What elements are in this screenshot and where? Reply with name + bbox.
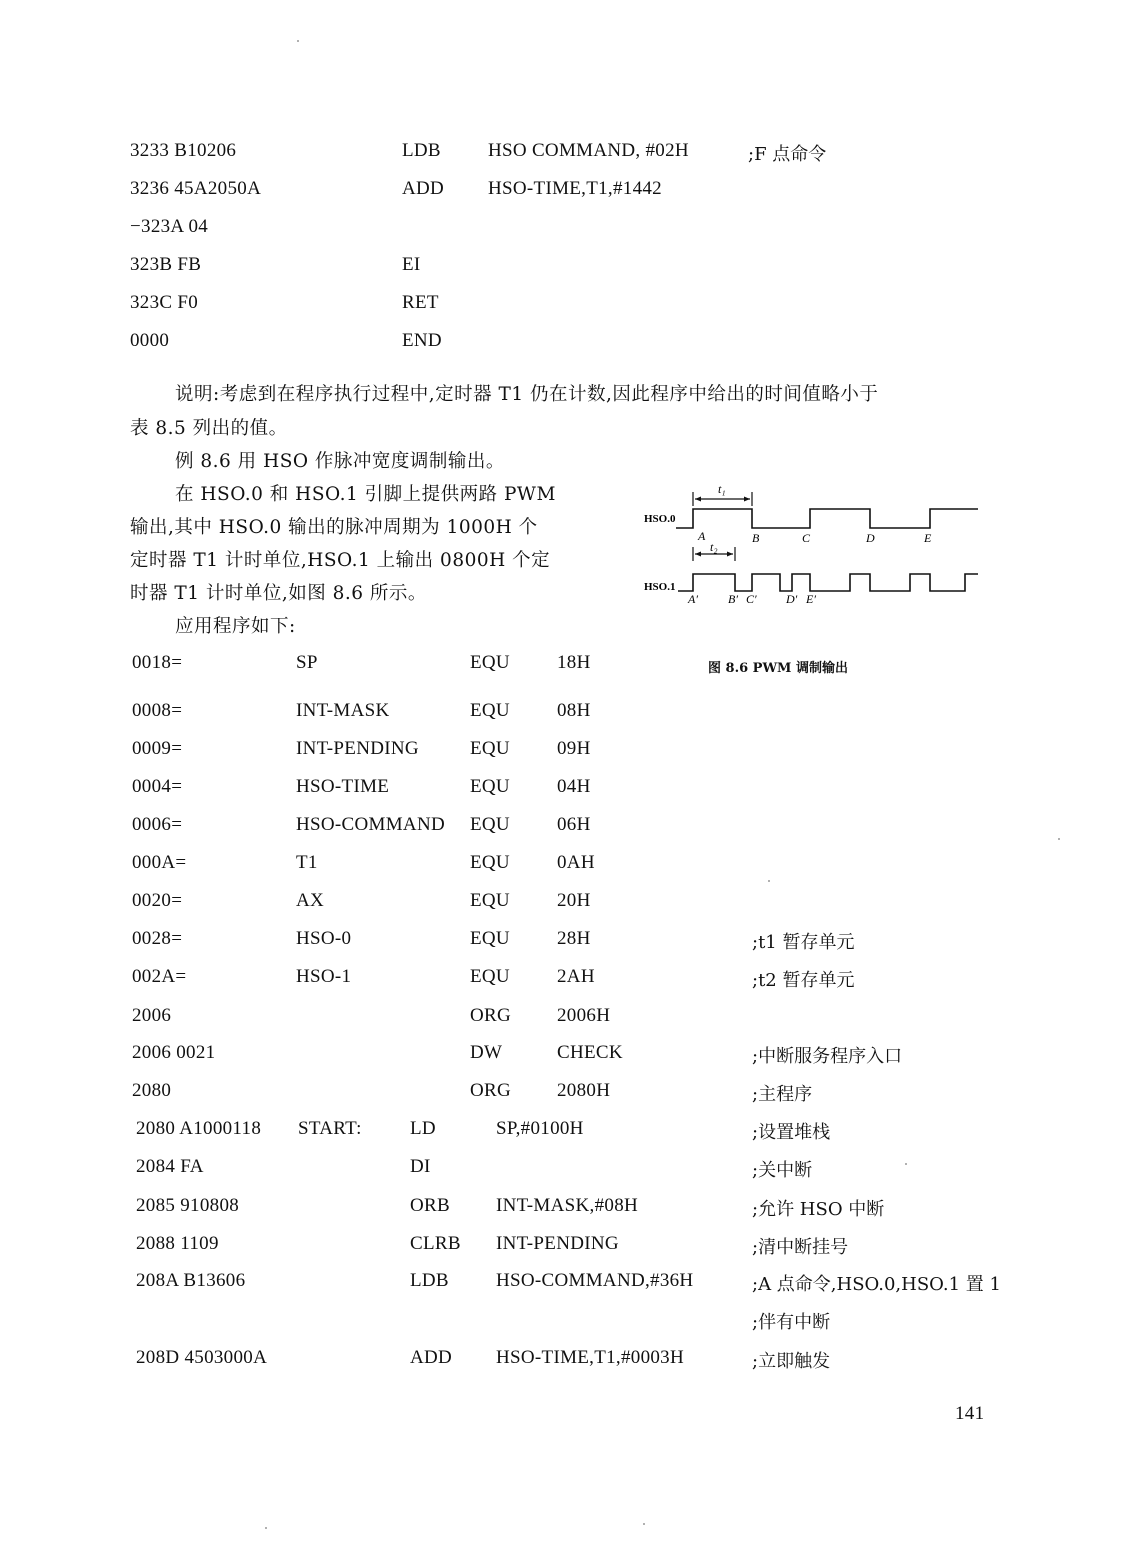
- program-intro: 应用程序如下:: [175, 616, 296, 637]
- main-operand: SP,#0100H: [496, 1118, 584, 1139]
- equ-symbol: HSO-COMMAND: [296, 814, 445, 835]
- pwm-waveform-figure: [640, 480, 985, 615]
- equ-directive: ORG: [470, 1005, 512, 1026]
- t2-arrowhead-right: [727, 552, 733, 557]
- scan-speck: [905, 1163, 907, 1165]
- para-line: 定时器 T1 计时单位,HSO.1 上输出 0800H 个定: [130, 550, 551, 571]
- main-comment: ;伴有中断: [752, 1312, 831, 1333]
- hso1-waveform: [678, 574, 978, 591]
- main-address: 2080 A1000118: [136, 1118, 262, 1139]
- code-opcode: END: [402, 330, 442, 351]
- code-address: 323B FB: [130, 254, 202, 275]
- main-operand: HSO-TIME,T1,#0003H: [496, 1347, 684, 1368]
- equ-address: 2006: [132, 1005, 172, 1026]
- hso0-point-a: A: [698, 529, 706, 543]
- hso1-point-e: E′: [806, 592, 816, 606]
- example-title: 例 8.6 用 HSO 作脉冲宽度调制输出。: [175, 451, 505, 472]
- main-label: START:: [298, 1118, 362, 1139]
- scan-speck: [297, 40, 299, 42]
- main-operand: INT-PENDING: [496, 1233, 619, 1254]
- main-address: 2084 FA: [136, 1156, 204, 1177]
- equ-directive: EQU: [470, 652, 510, 673]
- equ-symbol: AX: [296, 890, 325, 911]
- code-address: 3233 B10206: [130, 140, 237, 161]
- hso0-point-c: C: [802, 531, 811, 545]
- equ-address: 0018=: [132, 652, 183, 673]
- code-opcode: EI: [402, 254, 421, 275]
- hso1-point-c: C′: [746, 592, 757, 606]
- main-operand: INT-MASK,#08H: [496, 1195, 639, 1216]
- equ-symbol: INT-MASK: [296, 700, 390, 721]
- equ-value: 04H: [557, 776, 591, 797]
- main-comment: ;清中断挂号: [752, 1237, 849, 1258]
- equ-directive: ORG: [470, 1080, 512, 1101]
- equ-address: 2080: [132, 1080, 172, 1101]
- hso1-point-b: B′: [728, 592, 738, 606]
- equ-directive: DW: [470, 1042, 503, 1063]
- para-line: 时器 T1 计时单位,如图 8.6 所示。: [130, 583, 427, 604]
- equ-directive: EQU: [470, 852, 510, 873]
- equ-symbol: HSO-0: [296, 928, 352, 949]
- equ-value: 20H: [557, 890, 591, 911]
- code-address: 3236 45A2050A: [130, 178, 262, 199]
- equ-value: CHECK: [557, 1042, 623, 1063]
- hso1-point-a: A′: [688, 592, 698, 606]
- code-opcode: LDB: [402, 140, 441, 161]
- equ-symbol: HSO-TIME: [296, 776, 390, 797]
- pwm-waveform-diagram: [640, 480, 985, 615]
- equ-symbol: SP: [296, 652, 318, 673]
- hso1-point-d: D′: [786, 592, 798, 606]
- equ-value: 08H: [557, 700, 591, 721]
- note-line-2: 表 8.5 列出的值。: [130, 418, 288, 439]
- main-comment: ;关中断: [752, 1160, 813, 1181]
- main-operand: HSO-COMMAND,#36H: [496, 1270, 694, 1291]
- code-address: 323C F0: [130, 292, 199, 313]
- equ-directive: EQU: [470, 700, 510, 721]
- scan-speck: [643, 1523, 645, 1525]
- equ-value: 18H: [557, 652, 591, 673]
- equ-address: 0004=: [132, 776, 183, 797]
- para-line: 输出,其中 HSO.0 输出的脉冲周期为 1000H 个: [130, 517, 538, 538]
- equ-address: 0008=: [132, 700, 183, 721]
- equ-address: 0009=: [132, 738, 183, 759]
- equ-value: 28H: [557, 928, 591, 949]
- code-opcode: RET: [402, 292, 439, 313]
- hso0-point-b: B: [752, 531, 760, 545]
- scan-speck: [1058, 838, 1060, 840]
- equ-symbol: T1: [296, 852, 318, 873]
- equ-address: 000A=: [132, 852, 187, 873]
- t2-label: t₂: [710, 540, 718, 554]
- equ-directive: EQU: [470, 814, 510, 835]
- equ-directive: EQU: [470, 776, 510, 797]
- main-opcode: ORB: [410, 1195, 450, 1216]
- equ-value: 2AH: [557, 966, 595, 987]
- equ-symbol: INT-PENDING: [296, 738, 419, 759]
- hso0-label: HSO.0: [644, 513, 676, 525]
- main-address: 2085 910808: [136, 1195, 240, 1216]
- main-address: 208A B13606: [136, 1270, 246, 1291]
- hso1-label: HSO.1: [644, 581, 676, 593]
- equ-address: 002A=: [132, 966, 187, 987]
- note-line-1: 说明:考虑到在程序执行过程中,定时器 T1 仍在计数,因此程序中给出的时间值略小于: [175, 384, 879, 405]
- scan-speck: [265, 1527, 267, 1529]
- equ-comment: ;主程序: [752, 1084, 813, 1105]
- main-comment: ;立即触发: [752, 1351, 831, 1372]
- equ-address: 0028=: [132, 928, 183, 949]
- equ-directive: EQU: [470, 928, 510, 949]
- code-address: −323A 04: [130, 216, 209, 237]
- code-address: 0000: [130, 330, 170, 351]
- main-opcode: LDB: [410, 1270, 449, 1291]
- hso0-waveform: [676, 509, 978, 528]
- code-comment: ;F 点命令: [748, 144, 827, 165]
- hso0-point-d: D: [866, 531, 875, 545]
- equ-value: 2006H: [557, 1005, 611, 1026]
- page-number: 141: [955, 1403, 985, 1424]
- figure-caption: 图 8.6 PWM 调制输出: [708, 661, 848, 676]
- code-opcode: ADD: [402, 178, 445, 199]
- equ-directive: EQU: [470, 966, 510, 987]
- t1-arrowhead-right: [744, 497, 750, 502]
- main-address: 208D 4503000A: [136, 1347, 268, 1368]
- equ-value: 09H: [557, 738, 591, 759]
- main-opcode: LD: [410, 1118, 436, 1139]
- equ-value: 2080H: [557, 1080, 611, 1101]
- equ-symbol: HSO-1: [296, 966, 352, 987]
- equ-address: 2006 0021: [132, 1042, 216, 1063]
- equ-comment: ;t1 暂存单元: [752, 932, 855, 953]
- main-opcode: CLRB: [410, 1233, 461, 1254]
- code-operand: HSO COMMAND, #02H: [488, 140, 689, 161]
- t2-arrowhead-left: [695, 552, 701, 557]
- para-line: 在 HSO.0 和 HSO.1 引脚上提供两路 PWM: [175, 484, 556, 505]
- t1-arrowhead-left: [695, 497, 701, 502]
- equ-comment: ;中断服务程序入口: [752, 1046, 903, 1067]
- main-comment: ;设置堆栈: [752, 1122, 831, 1143]
- main-comment: ;A 点命令,HSO.0,HSO.1 置 1: [752, 1274, 1001, 1295]
- equ-comment: ;t2 暂存单元: [752, 970, 855, 991]
- equ-address: 0006=: [132, 814, 183, 835]
- t1-label: t₁: [718, 482, 726, 496]
- main-address: 2088 1109: [136, 1233, 219, 1254]
- scan-speck: [768, 880, 770, 882]
- equ-directive: EQU: [470, 738, 510, 759]
- main-comment: ;允许 HSO 中断: [752, 1199, 885, 1220]
- equ-address: 0020=: [132, 890, 183, 911]
- equ-directive: EQU: [470, 890, 510, 911]
- hso0-point-e: E: [924, 531, 932, 545]
- main-opcode: DI: [410, 1156, 431, 1177]
- equ-value: 06H: [557, 814, 591, 835]
- main-opcode: ADD: [410, 1347, 453, 1368]
- equ-value: 0AH: [557, 852, 595, 873]
- code-operand: HSO-TIME,T1,#1442: [488, 178, 662, 199]
